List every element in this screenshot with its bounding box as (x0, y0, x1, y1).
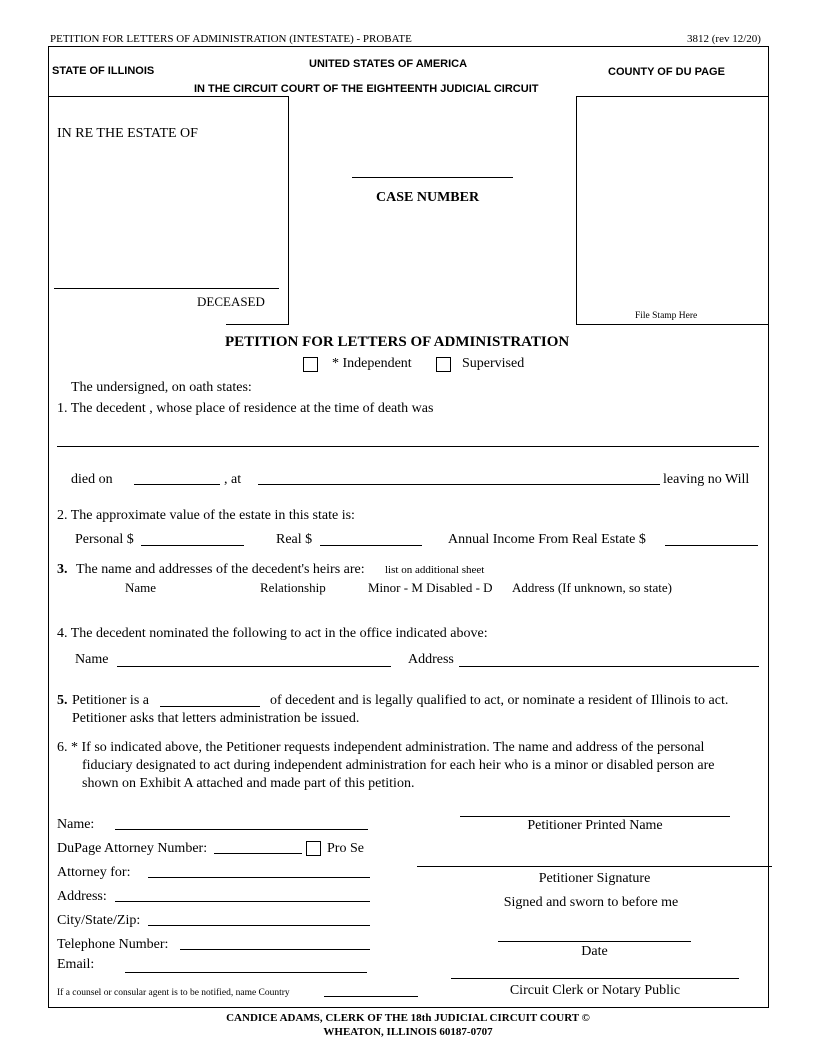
independent-checkbox[interactable] (303, 357, 318, 372)
court-label: IN THE CIRCUIT COURT OF THE EIGHTEENTH JUDICIAL CIRCUIT (194, 83, 539, 95)
attorney-address-line[interactable] (115, 901, 370, 902)
item6-line1: 6. * If so indicated above, the Petitioner requests independent administration. The name and address of the personal (57, 740, 705, 755)
footer-line2: WHEATON, ILLINOIS 60187-0707 (323, 1026, 493, 1038)
item6-line2: fiduciary designated to act during independent administration for each heir who is a minor or disabled person are (82, 758, 715, 773)
petition-title: PETITION FOR LETTERS OF ADMINISTRATION (225, 334, 570, 350)
died-on-label: died on (71, 472, 113, 487)
dupage-number-line[interactable] (214, 853, 302, 854)
nominee-name-label: Name (75, 652, 109, 667)
footer-line1: CANDICE ADAMS, CLERK OF THE 18th JUDICIAL CIRCUIT COURT © (226, 1012, 590, 1024)
consul-country-line[interactable] (324, 996, 418, 997)
frame-left (48, 46, 49, 1008)
file-stamp-box (576, 96, 769, 325)
nominee-address-label: Address (408, 652, 454, 667)
frame-bottom (48, 1007, 769, 1008)
pro-se-checkbox[interactable] (306, 841, 321, 856)
item1-text: 1. The decedent , whose place of residence at the time of death was (57, 401, 434, 416)
printed-name-line[interactable] (460, 816, 730, 817)
country-label: UNITED STATES OF AMERICA (309, 58, 468, 70)
nominee-name-line[interactable] (117, 666, 391, 667)
item5-number: 5. (57, 693, 68, 708)
county-label: COUNTY OF DU PAGE (608, 66, 725, 78)
item3-note: list on additional sheet (385, 564, 485, 576)
signature-line[interactable] (417, 866, 772, 867)
attorney-name-line[interactable] (115, 829, 368, 830)
city-state-zip-line[interactable] (148, 925, 370, 926)
case-number-label: CASE NUMBER (376, 190, 480, 205)
deceased-name-line[interactable] (54, 288, 279, 289)
item3-number: 3. (57, 562, 68, 577)
at-label: , at (224, 472, 242, 487)
intro-text: The undersigned, on oath states: (71, 380, 252, 395)
sworn-label: Signed and sworn to before me (503, 895, 679, 910)
item4-text: 4. The decedent nominated the following to act in the office indicated above: (57, 626, 488, 641)
heirs-col-name: Name (125, 580, 157, 595)
attorney-address-label: Address: (57, 889, 107, 904)
telephone-label: Telephone Number: (57, 937, 169, 952)
email-label: Email: (57, 957, 95, 972)
item5-text-b: of decedent and is legally qualified to act, or nominate a resident of Illinois to act. (270, 693, 729, 708)
consul-note: If a counsel or consular agent is to be notified, name Country (57, 988, 290, 998)
printed-name-label: Petitioner Printed Name (527, 818, 663, 833)
clerk-signature-line[interactable] (451, 978, 739, 979)
independent-label: * Independent (332, 356, 412, 371)
city-state-zip-label: City/State/Zip: (57, 913, 141, 928)
annual-income-line[interactable] (665, 545, 758, 546)
date-label: Date (581, 944, 608, 959)
signature-label: Petitioner Signature (538, 871, 651, 886)
real-value-line[interactable] (320, 545, 422, 546)
supervised-checkbox[interactable] (436, 357, 451, 372)
dupage-number-label: DuPage Attorney Number: (57, 841, 208, 856)
item2-text: 2. The approximate value of the estate in this state is: (57, 508, 355, 523)
leaving-label: leaving no Will (663, 472, 750, 487)
nominee-address-line[interactable] (459, 666, 759, 667)
attorney-for-label: Attorney for: (57, 865, 131, 880)
annual-income-label: Annual Income From Real Estate $ (448, 532, 646, 547)
attorney-for-line[interactable] (148, 877, 370, 878)
deceased-label: DECEASED (197, 294, 265, 309)
email-line[interactable] (125, 972, 367, 973)
estate-box-right (288, 96, 289, 325)
item5-text-c: Petitioner asks that letters administration be issued. (72, 711, 360, 726)
form-title: PETITION FOR LETTERS OF ADMINISTRATION (INTESTATE) - PROBATE (50, 33, 412, 45)
item5-text-a: Petitioner is a (72, 693, 149, 708)
personal-value-line[interactable] (141, 545, 244, 546)
real-label: Real $ (276, 532, 313, 547)
death-date-line[interactable] (134, 484, 220, 485)
telephone-line[interactable] (180, 949, 370, 950)
item6-line3: shown on Exhibit A attached and made part of this petition. (82, 776, 415, 791)
petitioner-relation-line[interactable] (160, 706, 260, 707)
item3-text: The name and addresses of the decedent's heirs are: (76, 562, 365, 577)
death-place-line[interactable] (258, 484, 660, 485)
form-number: 3812 (rev 12/20) (687, 33, 761, 45)
heirs-col-address: Address (If unknown, so state) (512, 580, 672, 595)
in-re-label: IN RE THE ESTATE OF (57, 126, 198, 141)
heirs-col-minor-disabled: Minor - M Disabled - D (368, 580, 493, 595)
state-label: STATE OF ILLINOIS (52, 65, 155, 77)
attorney-name-label: Name: (57, 817, 95, 832)
residence-line[interactable] (57, 446, 759, 447)
personal-label: Personal $ (75, 532, 134, 547)
pro-se-label: Pro Se (327, 841, 364, 856)
estate-box-bottom (226, 324, 289, 325)
date-line[interactable] (498, 941, 691, 942)
case-number-line[interactable] (352, 177, 513, 178)
file-stamp-label: File Stamp Here (635, 311, 698, 321)
header-rule (48, 46, 768, 47)
estate-box-top (48, 96, 289, 97)
heirs-col-relationship: Relationship (260, 580, 326, 595)
clerk-label: Circuit Clerk or Notary Public (509, 983, 681, 998)
supervised-label: Supervised (462, 356, 525, 371)
